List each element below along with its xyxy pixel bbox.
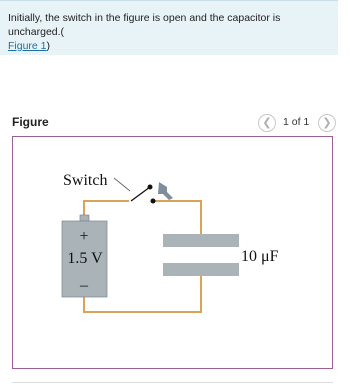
question-panel xyxy=(0,0,338,55)
question-text xyxy=(8,11,334,53)
switch-leader xyxy=(114,178,130,191)
arrow-icon xyxy=(158,182,173,200)
switch xyxy=(114,178,173,204)
switch-blade xyxy=(131,187,150,201)
chevron-left-icon[interactable]: ❮ xyxy=(258,114,276,132)
battery-value-label: 1.5 V xyxy=(67,250,103,267)
battery-plus-label: + xyxy=(79,228,89,245)
switch-label: Switch xyxy=(63,172,108,189)
capacitor-plate-top xyxy=(163,234,239,247)
top-right-wire xyxy=(153,201,201,237)
figure-heading: Figure xyxy=(12,115,49,129)
divider xyxy=(12,382,333,383)
question-prompt: Initially, the switch in the figure is open and the capacitor is uncharged.( xyxy=(8,12,281,38)
circuit-diagram xyxy=(13,137,334,370)
switch-terminal xyxy=(148,185,153,190)
figure-link[interactable]: Figure 1 xyxy=(8,40,47,52)
question-close-paren: ) xyxy=(46,40,51,52)
pager-text: 1 of 1 xyxy=(283,116,310,128)
battery-minus-label: – xyxy=(80,277,88,294)
battery-terminal xyxy=(80,215,89,221)
capacitor-value-label: 10 μF xyxy=(241,248,279,265)
switch-contact xyxy=(151,199,156,204)
top-left-wire xyxy=(84,201,129,216)
capacitor xyxy=(163,234,239,276)
chevron-right-icon[interactable]: ❯ xyxy=(318,114,336,132)
capacitor-plate-bottom xyxy=(163,263,239,276)
figure-frame xyxy=(12,136,333,369)
